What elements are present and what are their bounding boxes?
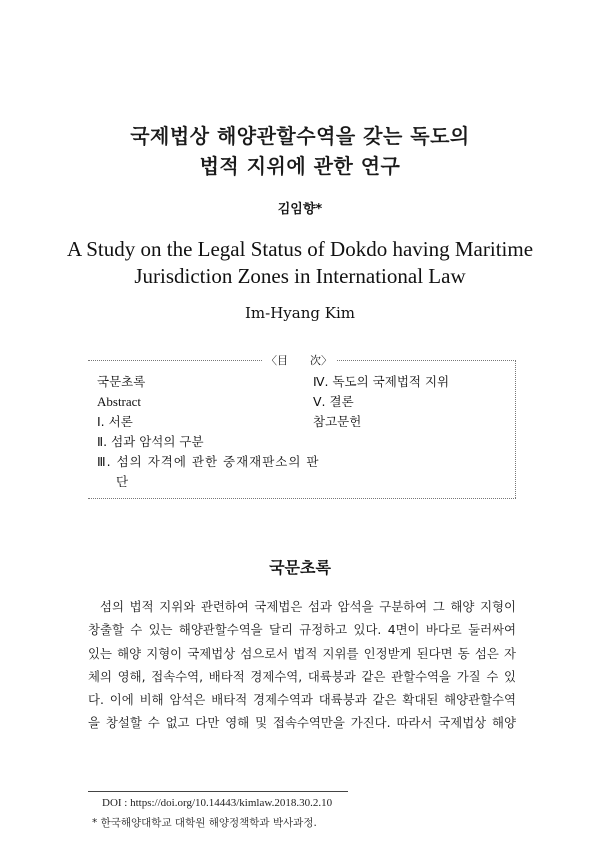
toc-heading: 〈目 次〉	[262, 352, 336, 368]
abstract-line: 다. 이에 비해 암석은 배타적 경제수역과 대륙붕과 같은 확대된 해양관할수역	[88, 692, 516, 708]
toc-left-column	[97, 372, 320, 492]
toc-item: Ⅰ. 서론	[97, 414, 133, 429]
author-english: Im-Hyang Kim	[245, 304, 355, 322]
toc-bottom-border	[88, 498, 516, 499]
title-korean-line-1: 국제법상 해양관할수역을 갖는 독도의	[130, 124, 470, 148]
title-english-line-1: A Study on the Legal Status of Dokdo having Maritime	[66, 237, 534, 261]
author-korean: 김임향*	[277, 202, 323, 217]
abstract-line: 을 창설할 수 없고 다만 영해 및 접속수역만을 가진다. 따라서 국제법상 해양	[88, 715, 516, 731]
toc-item: Ⅴ. 결론	[313, 394, 354, 409]
title-english-line-2: Jurisdiction Zones in International Law	[134, 264, 466, 288]
abstract-heading: 국문초록	[269, 558, 331, 577]
abstract-line: 있는 해양 지형이 국제법상 섬으로서 법적 지위를 인정받게 된다면 동 섬은 자	[88, 645, 516, 661]
toc-item: Ⅱ. 섬과 암석의 구분	[97, 434, 204, 449]
toc-right-column	[313, 372, 513, 432]
title-korean-line-2: 법적 지위에 관한 연구	[199, 154, 401, 178]
toc-item: Abstract	[97, 394, 142, 409]
toc-item: 참고문헌	[313, 414, 362, 429]
toc-item: Ⅳ. 독도의 국제법적 지위	[313, 374, 450, 389]
abstract-line: 섬의 법적 지위와 관련하여 국제법은 섬과 암석을 구분하여 그 해양 지형이	[100, 599, 516, 614]
footnote-divider	[88, 791, 348, 792]
affiliation-footnote: * 한국해양대학교 대학원 해양정책학과 박사과정.	[92, 817, 317, 829]
abstract-line: 체의 영해, 접속수역, 배타적 경제수역, 대륙붕과 같은 관할수역을 가질 수 있	[88, 668, 516, 684]
toc-item: Ⅲ. 섬의 자격에 관한 중재재판소의 판단	[97, 454, 320, 489]
toc-item: 국문초록	[97, 374, 146, 389]
toc-right-border	[515, 360, 516, 498]
abstract-body	[88, 595, 516, 735]
doi-footnote: DOI : https://doi.org/10.14443/kimlaw.2018.30.2.10	[102, 797, 333, 809]
abstract-line: 창출할 수 있는 해양관할수역을 달리 규정하고 있다. 4면이 바다로 둘러싸여	[88, 622, 516, 638]
